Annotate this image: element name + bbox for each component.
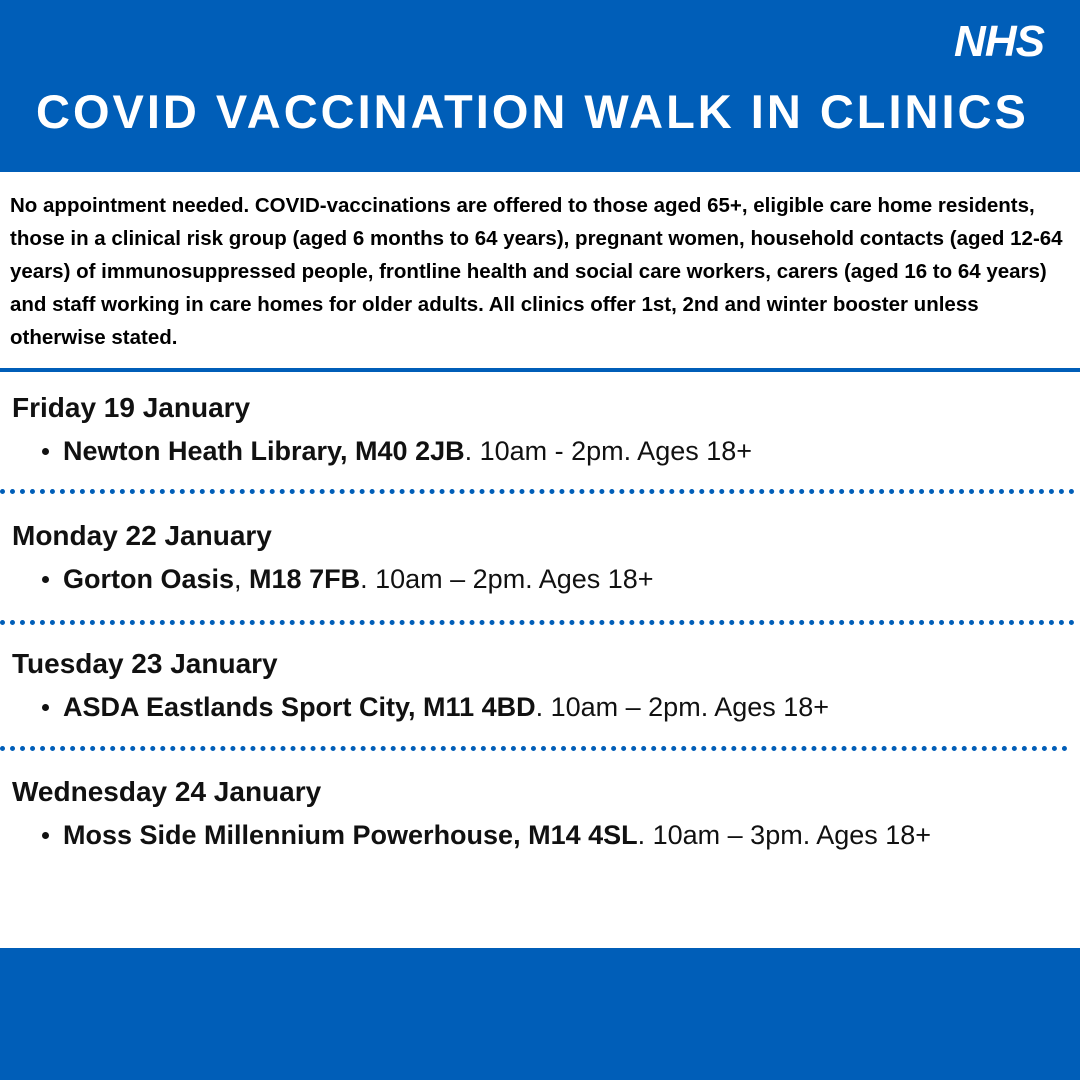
- clinic-separator: ,: [234, 564, 250, 594]
- nhs-logo-text: NHS: [954, 18, 1044, 62]
- dotted-divider: [0, 746, 1068, 751]
- clinic-postcode: M18 7FB: [249, 564, 361, 594]
- header-banner: [0, 0, 1080, 172]
- clinic-details: . 10am - 2pm. Ages 18+: [464, 436, 753, 466]
- clinic-date: Monday 22 January: [12, 520, 272, 551]
- clinic-details: . 10am – 2pm. Ages 18+: [535, 692, 830, 722]
- clinic-date: Friday 19 January: [12, 392, 251, 423]
- clinic-day: [12, 774, 1072, 853]
- dotted-divider: [0, 489, 1075, 494]
- clinic-date: Tuesday 23 January: [12, 648, 278, 679]
- bullet-icon: [42, 448, 49, 455]
- clinic-details: . 10am – 2pm. Ages 18+: [360, 564, 654, 594]
- clinic-venue: Newton Heath Library, M40 2JB: [63, 436, 465, 466]
- page-title: COVID VACCINATION WALK IN CLINICS: [36, 85, 1029, 138]
- clinic-venue: Moss Side Millennium Powerhouse, M14 4SL: [63, 820, 638, 850]
- clinic-entry: [12, 561, 1072, 597]
- clinic-venue: ASDA Eastlands Sport City, M11 4BD: [63, 692, 536, 722]
- bullet-icon: [42, 832, 49, 839]
- clinic-day: [12, 518, 1072, 597]
- bullet-icon: [42, 576, 49, 583]
- clinic-entry: [12, 689, 1072, 725]
- clinic-day: [12, 646, 1072, 725]
- clinic-date: Wednesday 24 January: [12, 776, 322, 807]
- clinic-entry: [12, 817, 1072, 853]
- footer-banner: [0, 948, 1080, 1080]
- bullet-icon: [42, 704, 49, 711]
- clinic-details: . 10am – 3pm. Ages 18+: [637, 820, 932, 850]
- dotted-divider: [0, 620, 1075, 625]
- clinic-venue: Gorton Oasis: [63, 564, 235, 594]
- clinic-day: [12, 390, 1072, 469]
- clinic-entry: [12, 433, 1072, 469]
- nhs-logo: [943, 18, 1055, 62]
- section-rule: [0, 368, 1080, 372]
- intro-text: No appointment needed. COVID-vaccinations are offered to those aged 65+, eligible care home residents, those in a clinical risk group (aged 6 months to 64 years), pregnant women, household contacts (aged 12-64 years) of immunosuppressed people, frontline health and social care workers, carers (aged 16 to 64 years) and staff working in care homes for older adults. All clinics offer 1st, 2nd and winter booster unless otherwise stated.: [10, 194, 1063, 349]
